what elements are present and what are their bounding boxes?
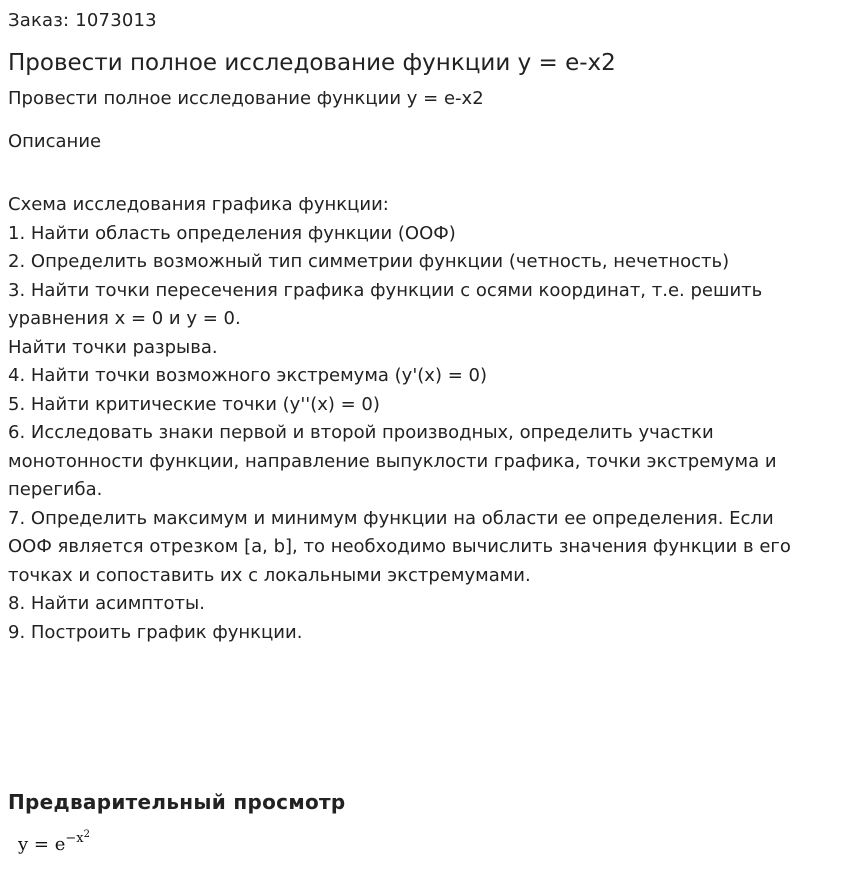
description-line: уравнения x = 0 и y = 0.: [8, 308, 241, 329]
formula-exponent-text: −x: [65, 831, 84, 846]
description-line: ООФ является отрезком [a, b], то необходимо вычислить значения функции в его: [8, 536, 791, 557]
description-line: 6. Исследовать знаки первой и второй производных, определить участки: [8, 422, 714, 443]
formula-preview: [18, 830, 90, 863]
description-line: 9. Построить график функции.: [8, 621, 303, 643]
description-line: перегиба.: [8, 479, 103, 500]
description-line: 7. Определить максимум и минимум функции на области ее определения. Если: [8, 507, 774, 529]
description-line: Найти точки разрыва.: [8, 336, 218, 358]
description-line: 5. Найти критические точки (y''(x) = 0): [8, 393, 380, 415]
description-body: [8, 191, 840, 647]
task-subtitle: Провести полное исследование функции y = e-x2: [8, 88, 484, 109]
description-line: 4. Найти точки возможного экстремума (y'(x) = 0): [8, 365, 487, 386]
order-label: Заказ:: [8, 10, 70, 31]
description-heading: Описание: [8, 131, 102, 152]
description-line: 8. Найти асимптоты.: [8, 593, 205, 614]
page-title: Провести полное исследование функции y = e-x2: [8, 50, 616, 76]
order-number: 1073013: [75, 10, 157, 31]
formula-exponent: [65, 831, 90, 846]
description-line: точках и сопоставить их с локальными экстремумами.: [8, 564, 531, 586]
description-line: 3. Найти точки пересечения графика функции с осями координат, т.е. решить: [8, 279, 763, 301]
formula-base: y = e: [18, 834, 66, 855]
description-line: 2. Определить возможный тип симметрии функции (четность, нечетность): [8, 251, 730, 272]
description-line: Схема исследования графика функции:: [8, 194, 389, 215]
order-line: [8, 10, 157, 32]
description-line: 1. Найти область определения функции (ООФ): [8, 222, 456, 244]
formula-exponent-power: 2: [83, 829, 90, 840]
description-line: монотонности функции, направление выпуклости графика, точки экстремума и: [8, 450, 777, 472]
preview-heading: Предварительный просмотр: [8, 790, 346, 814]
